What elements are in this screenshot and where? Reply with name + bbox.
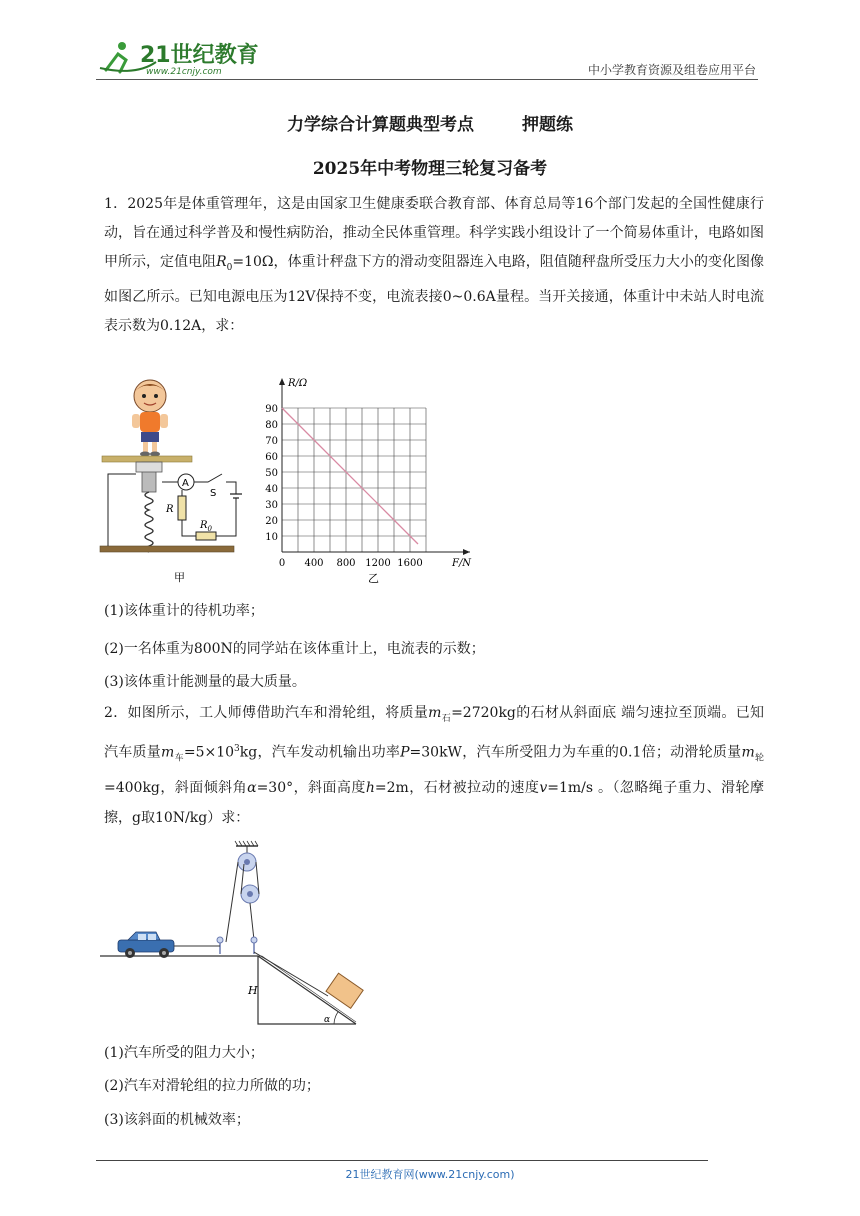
logo-main-text: 21世纪教育: [140, 43, 259, 68]
angle-label: α: [324, 1015, 331, 1025]
figure-pulley-incline: [98, 832, 368, 1032]
question-2-text: 2．如图所示，工人师傅借助汽车和滑轮组，将质量$m_石=2720kg$的石材从斜面底 端匀速拉至顶端。已知汽车质量$m_车=5\times 10^3kg$，汽车发动机输出功率P=30kW，汽车所受阻力为车重的0.1倍；动滑轮质量$m_轮=400kg$，斜面倾斜角α=30°，斜面高度h=2m，石材被拉动的速度v=1m/s 。（忽略绳子重力、滑轮摩擦，g取10N/kg）求：: [104, 705, 765, 827]
footer-divider: [96, 1160, 708, 1161]
y-tick-label: 80: [265, 420, 278, 431]
y-axis-label: R/Ω: [288, 378, 308, 389]
q2-sub-question-3: (3)该斜面的机械效率；: [104, 1112, 250, 1128]
logo-url-text: www.21cnjy.com: [146, 67, 222, 77]
title-topic: 力学综合计算题典型考点: [287, 115, 474, 135]
figure-scale-circuit: [98, 378, 258, 588]
page-title: [0, 110, 860, 135]
x-tick-label: 800: [336, 558, 356, 569]
x-tick-label: 0: [278, 558, 286, 569]
y-tick-label: 50: [265, 468, 278, 479]
switch-label: S: [210, 488, 217, 499]
chart-caption: 乙: [368, 572, 379, 585]
x-axis-arrow: [463, 549, 470, 555]
height-label: H: [248, 984, 258, 997]
q1-sub-question-1: (1)该体重计的待机功率；: [104, 603, 264, 619]
y-tick-label: 70: [265, 436, 278, 447]
x-axis-label: F/N: [452, 558, 472, 569]
header-divider: [96, 79, 758, 80]
page-subtitle: 2025年中考物理三轮复习备考: [312, 159, 548, 179]
q1-sub-question-3: (3)该体重计能测量的最大质量。: [104, 674, 306, 690]
resistance-force-chart: [264, 372, 484, 590]
y-tick-label: 20: [265, 516, 278, 527]
y-tick-label: 30: [265, 500, 278, 511]
y-tick-label: 90: [265, 404, 278, 415]
series-line: [282, 408, 418, 544]
y-axis-arrow: [279, 378, 285, 385]
ammeter-label: A: [182, 478, 189, 489]
q2-sub-question-2: (2)汽车对滑轮组的拉力所做的功；: [104, 1078, 320, 1094]
x-tick-label: 400: [304, 558, 324, 569]
figure-resistance-chart: [264, 372, 484, 590]
y-tick-label: 60: [265, 452, 278, 463]
q2-sub-question-1: (1)汽车所受的阻力大小；: [104, 1045, 264, 1061]
r0-label: $R_0$: [200, 520, 212, 533]
x-tick-label: 1200: [365, 558, 391, 569]
question-1-text: 1．2025年是体重管理年，这是由国家卫生健康委联合教育部、体育总局等16个部门发起的全国性健康行动，旨在通过科学普及和慢性病防治，推动全民体重管理。科学实践小组设计了一个简易体重计，电路如图甲所示，定值电阻$R_0=10\Omega$，体重计秤盘下方的滑动变阻器连入电路，阻值随秤盘所受压力大小的变化图像如图乙所示。已知电源电压为12V保持不变，电流表接0~0.6A量程。当开关接通，体重计中未站人时电流表示数为0.12A，求：: [104, 196, 765, 334]
x-tick-label: 1600: [397, 558, 423, 569]
footer-site-text[interactable]: 21世纪教育网(www.21cnjy.com): [345, 1168, 515, 1181]
site-logo: [96, 32, 266, 80]
title-tag: 押题练: [522, 115, 573, 135]
header-platform-text: 中小学教育资源及组卷应用平台: [587, 63, 756, 77]
q1-sub-question-2: (2)一名体重为800N的同学站在该体重计上，电流表的示数；: [104, 641, 485, 657]
rheostat-label: R: [166, 504, 174, 515]
y-tick-label: 10: [265, 532, 278, 543]
y-tick-label: 40: [265, 484, 278, 495]
figure-a-caption: 甲: [174, 571, 185, 584]
